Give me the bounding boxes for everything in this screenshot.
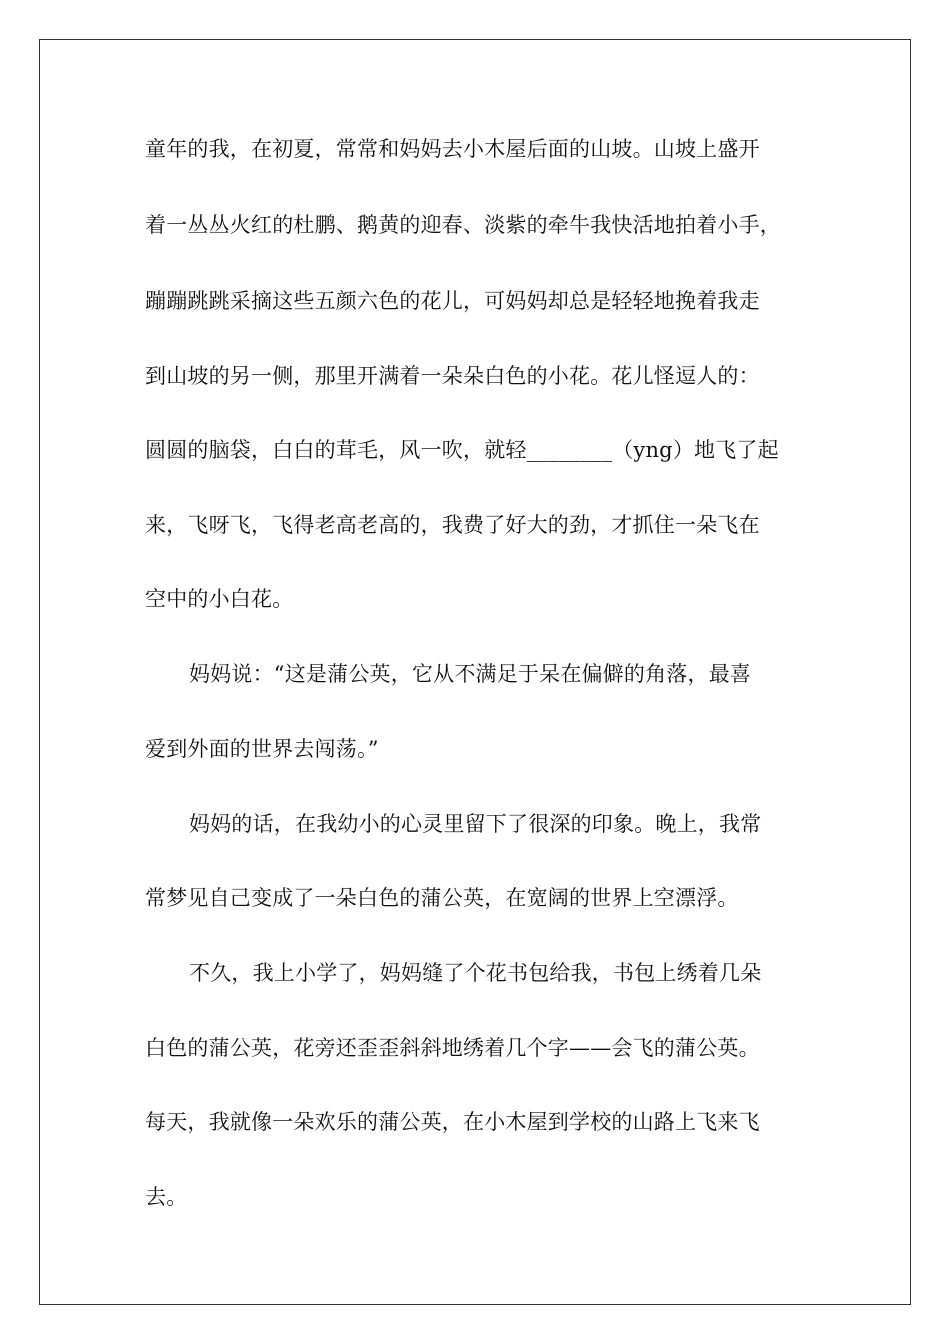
- text-line: 来，飞呀飞，飞得老高老高的，我费了好大的劲，才抓住一朵飞在: [145, 513, 760, 537]
- text-line: 爱到外面的世界去闯荡。”: [145, 737, 379, 761]
- paragraph-first-line: 妈妈说：“这是蒲公英，它从不满足于呆在偏僻的角落，最喜: [189, 662, 752, 686]
- text-line: 每天，我就像一朵欢乐的蒲公英，在小木屋到学校的山路上飞来飞: [145, 1110, 760, 1134]
- paragraph-first-line: 妈妈的话，在我幼小的心灵里留下了很深的印象。晚上，我常: [189, 812, 762, 836]
- text-line: 去。: [145, 1185, 188, 1209]
- text-line: 着一丛丛火红的杜鹏、鹅黄的迎春、淡紫的牵牛我快活地拍着小手，: [145, 213, 781, 237]
- text-line: 常梦见自己变成了一朵白色的蒲公英，在宽阔的世界上空漂浮。: [145, 886, 739, 910]
- text-line: 到山坡的另一侧，那里开满着一朵朵白色的小花。花儿怪逗人的：: [145, 364, 760, 388]
- text-line: 白色的蒲公英，花旁还歪歪斜斜地绣着几个字——会飞的蒲公英。: [145, 1036, 760, 1060]
- text-line: 蹦蹦跳跳采摘这些五颜六色的花儿，可妈妈却总是轻轻地挽着我走: [145, 289, 760, 313]
- text-line: 童年的我，在初夏，常常和妈妈去小木屋后面的山坡。山坡上盛开: [145, 137, 760, 161]
- paragraph-first-line: 不久，我上小学了，妈妈缝了个花书包给我，书包上绣着几朵: [189, 961, 762, 985]
- text-line: 空中的小白花。: [145, 587, 294, 611]
- text-line: 圆圆的脑袋，白白的茸毛，风一吹，就轻________（yng）地飞了起: [145, 438, 779, 462]
